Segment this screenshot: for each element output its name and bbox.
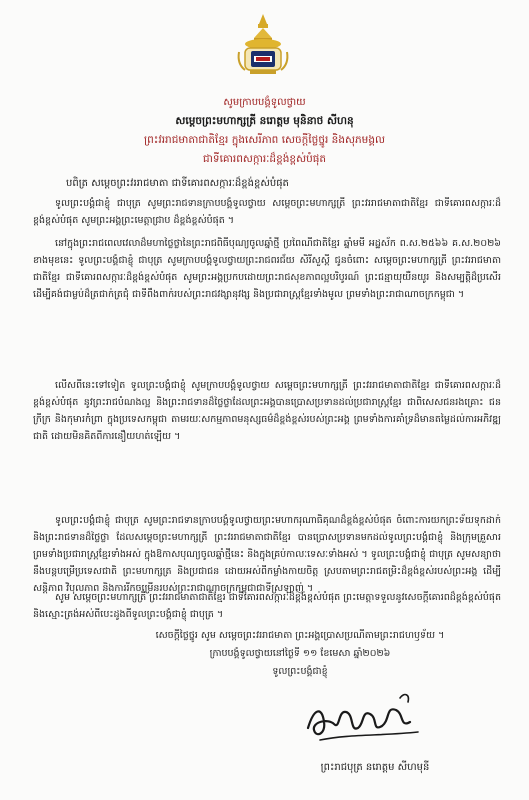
closing-sender: ទូលព្រះបង្គំជាខ្ញុំ bbox=[272, 666, 328, 677]
body-paragraph bbox=[33, 195, 501, 230]
body-paragraph bbox=[33, 377, 501, 503]
paragraph-text: នៅក្នុងព្រះរាជពេលវេលាដ៏មហាថ្លៃថ្លានៃព្រះរាជពិធីបុណ្យចូលឆ្នាំថ្មី ប្រពៃណីជាតិខ្មែរ ឆ្នាំមមី អដ្ឋស័ក ព.ស.២៥៦៦ គ.ស.២០២៦ ខាងមុខនេះ ទូលព្រះបង្គំជាខ្ញុំ ជាបុត្រ សូមក្រាបបង្គំទូលថ្វាយព្រះរាជពរជ័យ សិរីសួស្តី ជូនចំពោះ សម្តេចព្រះមហាក្សត្រី ព្រះវររាជមាតាជាតិខ្មែរ ជាទីគោរពសក្ការៈដ៏ខ្ពង់ខ្ពស់បំផុត សូមព្រះអង្គប្រកបដោយព្រះរាជសុខភាពល្អបរិបូរណ៍ ព្រះជន្មាយុយឺនយូរ និងសម្បត្តិដ៏ប្រសើរ ដើម្បីគង់ជាម្លប់ដ៏ត្រជាក់ត្រជុំ ជាទីពឹងពាក់របស់ព្រះរាជវង្សានុវង្ស និងប្រជារាស្ត្រខ្មែរទាំងមូល ព្រមទាំងព្រះរាជាណាចក្រកម្ពុជា ។ bbox=[33, 238, 501, 301]
body-paragraph bbox=[33, 235, 501, 371]
body-paragraph bbox=[33, 589, 501, 623]
letter-subject: បពិត្រ សម្តេចព្រះវររាជមាតា ជាទីគោរពសក្ការៈដ៏ខ្ពង់ខ្ពស់បំផុត bbox=[66, 178, 289, 189]
signer-name: ព្រះរាជបុត្រ នរោត្តម សីហមុនី bbox=[320, 762, 430, 773]
paragraph-text: ទូលព្រះបង្គំជាខ្ញុំ ជាបុត្រ សូមព្រះរាជទានក្រាបបង្គំទូលថ្វាយព្រះមហាករុណាធិគុណដ៏ខ្ពង់ខ្ពស់បំផុត ចំពោះការយកព្រះទ័យទុកដាក់ និងព្រះរាជទានដ៏ថ្លៃថ្លា ដែលសម្តេចព្រះមហាក្សត្រី ព្រះវររាជមាតាជាតិខ្មែរ បានប្រោសប្រទានមកដល់ទូលព្រះបង្គំជាខ្ញុំ និងក្រុមគ្រួសារ ព្រមទាំងប្រជារាស្ត្រខ្មែរទាំងអស់ ក្នុងឱកាសបុណ្យចូលឆ្នាំថ្មីនេះ និងក្នុងគ្រប់កាលៈទេសៈទាំងអស់ ។ ទូលព្រះបង្គំជាខ្ញុំ ជាបុត្រ សូមសន្យាថា នឹងបន្តបម្រើប្រទេសជាតិ ព្រះមហាក្សត្រ និងប្រជាជន ដោយអស់ពីកម្លាំងកាយចិត្ត ស្របតាមព្រះរាជតម្រិះដ៏ខ្ពង់ខ្ពស់របស់ព្រះអង្គ ដើម្បីសន្តិភាព វិបុលភាព និងការរីកចម្រើនរបស់ព្រះរាជាណាចក្រកម្ពុជាជាទីស្រឡាញ់ ។ bbox=[33, 515, 501, 595]
paragraph-text: ទូលព្រះបង្គំជាខ្ញុំ ជាបុត្រ សូមព្រះរាជទានក្រាបបង្គំទូលថ្វាយ សម្តេចព្រះមហាក្សត្រី ព្រះវររាជមាតាជាតិខ្មែរ ជាទីគោរពសក្ការៈដ៏ខ្ពង់ខ្ពស់បំផុត សូមព្រះអង្គព្រះមេត្តាជ្រាប ដ៏ខ្ពង់ខ្ពស់បំផុត ។ bbox=[33, 198, 501, 227]
closing-line: សេចក្តីថ្លៃថ្នូរ សូម សម្តេចព្រះវររាជមាតា ព្រះអង្គប្រោសប្រណីតាមព្រះរាជហឫទ័យ ។ bbox=[155, 630, 445, 641]
recipient-title: ព្រះវររាជមាតាជាតិខ្មែរ ក្នុងសេរីភាព សេចក្តីថ្លៃថ្នូរ និងសុភមង្គល bbox=[143, 134, 386, 146]
body-paragraph bbox=[33, 512, 501, 595]
paragraph-text: លើសពីនេះទៅទៀត ទូលព្រះបង្គំជាខ្ញុំ សូមក្រាបបង្គំទូលថ្វាយ សម្តេចព្រះមហាក្សត្រី ព្រះវររាជមាតាជាតិខ្មែរ ជាទីគោរពសក្ការៈដ៏ខ្ពង់ខ្ពស់បំផុត នូវព្រះរាជបំណងល្អ និងព្រះរាជទានដ៏ថ្លៃថ្លាដែលព្រះអង្គបានប្រោសប្រទានដល់ប្រជារាស្ត្រខ្មែរ ជាពិសេសជនរងគ្រោះ ជនក្រីក្រ និងកុមារកំព្រា ក្នុងប្រទេសកម្ពុជា តាមរយៈសកម្មភាពមនុស្សធម៌ដ៏ខ្ពង់ខ្ពស់របស់ព្រះអង្គ ព្រមទាំងការគាំទ្រដ៏មានតម្លៃដល់ការអភិវឌ្ឍជាតិ ដោយមិនគិតពីការនឿយហត់ឡើយ ។ bbox=[33, 380, 501, 443]
recipient-honorific: ជាទីគោរពសក្ការៈដ៏ខ្ពង់ខ្ពស់បំផុត bbox=[202, 153, 327, 165]
paragraph-text: សូម សម្តេចព្រះមហាក្សត្រី ព្រះវររាជមាតាជាតិខ្មែរ ជាទីគោរពសក្ការៈដ៏ខ្ពង់ខ្ពស់បំផុត ព្រះមេត្តាទទួលនូវសេចក្តីគោរពដ៏ខ្ពង់ខ្ពស់បំផុត និងស្មោះត្រង់អស់ពីបេះដូងពីទូលព្រះបង្គំជាខ្ញុំ ជាបុត្រ ។ bbox=[33, 592, 501, 621]
recipient-name: សម្តេចព្រះមហាក្សត្រី នរោត្តម មុនិនាថ សីហនុ bbox=[175, 115, 354, 127]
handwritten-signature-icon bbox=[300, 688, 430, 750]
salutation: សូមក្រាបបង្គំទូលថ្វាយ bbox=[223, 97, 306, 108]
royal-crest-icon bbox=[236, 12, 290, 76]
letter-heading bbox=[30, 93, 499, 169]
closing-date: ក្រាបបង្គំទូលថ្វាយនៅថ្ងៃទី ១១ ខែមេសា ឆ្នាំ២០២៦ bbox=[209, 648, 391, 659]
